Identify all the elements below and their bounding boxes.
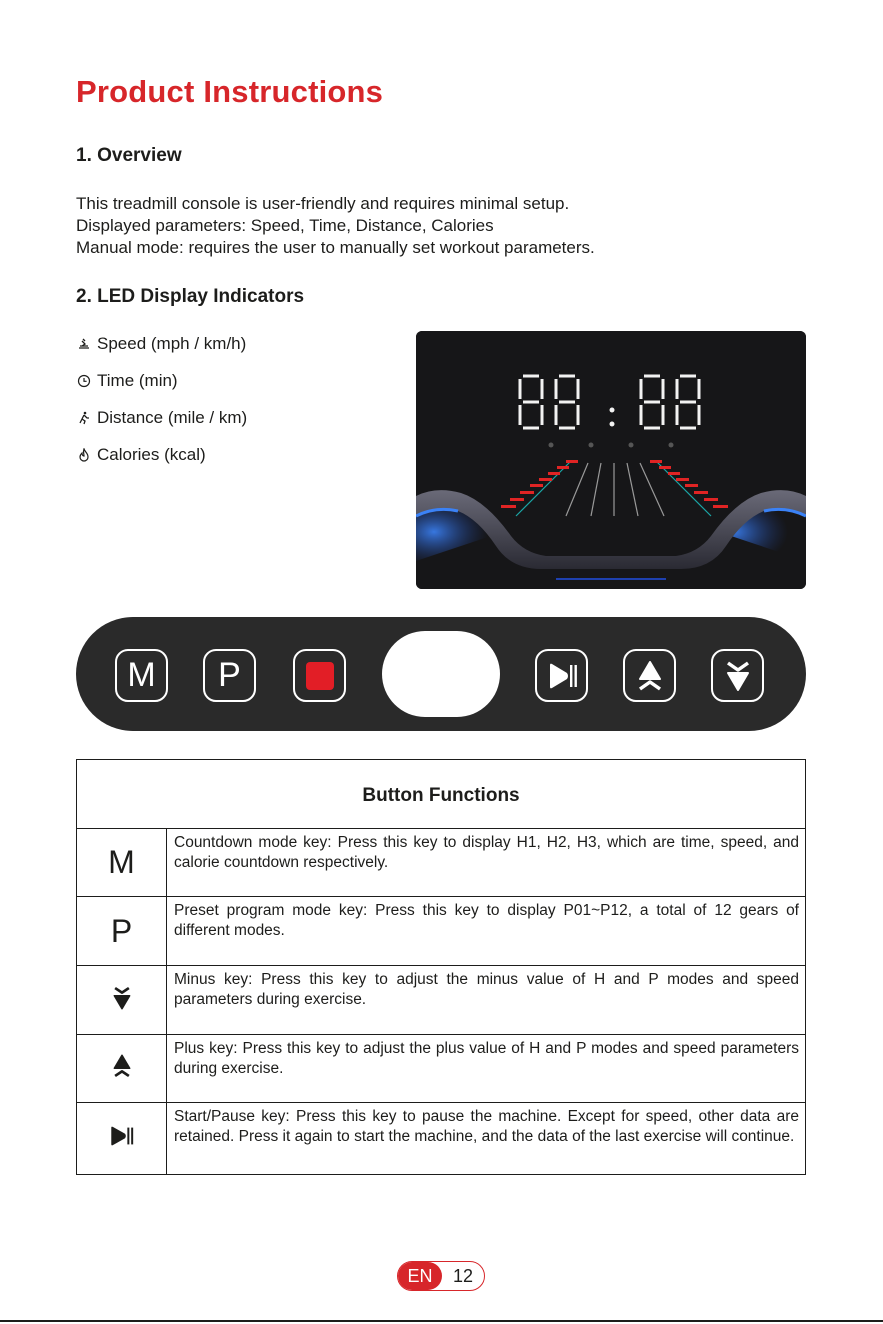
plus-icon	[633, 659, 667, 693]
indicator-label: Distance (mile / km)	[97, 408, 248, 427]
section-heading-led: 2. LED Display Indicators	[76, 286, 305, 307]
overview-line: Manual mode: requires the user to manually set workout parameters.	[76, 238, 595, 257]
section-heading-overview: 1. Overview	[76, 145, 182, 166]
console-button-bar	[76, 617, 806, 731]
clock-icon	[76, 373, 92, 389]
minus-icon	[109, 985, 135, 1011]
indicator-time	[76, 370, 247, 392]
play-pause-key-cell	[77, 1103, 167, 1175]
row-description: Plus key: Press this key to adjust the plus value of H and P modes and speed parameters during exercise.	[167, 1035, 806, 1103]
mode-key: M	[77, 829, 167, 897]
mode-button[interactable]	[115, 649, 168, 702]
table-row	[77, 1103, 806, 1175]
runner-icon	[76, 410, 92, 426]
row-description: Minus key: Press this key to adjust the minus value of H and P modes and speed parameters during exercise.	[167, 966, 806, 1035]
program-button-label: P	[218, 656, 241, 694]
play-pause-button[interactable]	[535, 649, 588, 702]
indicator-speed	[76, 333, 247, 355]
bottom-divider	[0, 1320, 883, 1322]
indicator-calories	[76, 444, 247, 466]
play-pause-icon	[109, 1123, 135, 1149]
flame-icon	[76, 447, 92, 463]
minus-key-cell	[77, 966, 167, 1035]
mode-button-label: M	[127, 656, 156, 694]
plus-icon	[109, 1053, 135, 1079]
safety-key-slot	[382, 631, 500, 717]
led-display-image	[416, 331, 806, 589]
overview-line: This treadmill console is user-friendly and requires minimal setup.	[76, 194, 570, 213]
row-description: Start/Pause key: Press this key to pause the machine. Except for speed, other data are retained. Press it again to start the machine, and the data of the last exercise will continue.	[167, 1103, 806, 1175]
page-number: 12	[452, 1265, 474, 1286]
play-pause-icon	[545, 659, 579, 693]
table-row	[77, 897, 806, 966]
stop-button[interactable]	[293, 649, 346, 702]
row-description: Countdown mode key: Press this key to display H1, H2, H3, which are time, speed, and calorie countdown respectively.	[167, 829, 806, 897]
plus-key-cell	[77, 1035, 167, 1103]
minus-icon	[721, 659, 755, 693]
indicator-list	[76, 333, 247, 481]
row-description: Preset program mode key: Press this key to display P01~P12, a total of 12 gears of different modes.	[167, 897, 806, 966]
overview-line: Displayed parameters: Speed, Time, Distance, Calories	[76, 216, 494, 235]
indicator-label: Calories (kcal)	[97, 445, 206, 464]
language-label: EN	[398, 1262, 442, 1290]
button-functions-table	[76, 759, 806, 1175]
page-footer-badge	[397, 1261, 485, 1291]
page-title: Product Instructions	[76, 74, 384, 109]
indicator-label: Speed (mph / km/h)	[97, 334, 247, 353]
program-button[interactable]	[203, 649, 256, 702]
overview-text	[76, 193, 595, 259]
indicator-distance	[76, 407, 247, 429]
table-heading: Button Functions	[77, 760, 806, 829]
table-row	[77, 1035, 806, 1103]
indicator-label: Time (min)	[97, 371, 178, 390]
table-row	[77, 966, 806, 1035]
plus-button[interactable]	[623, 649, 676, 702]
speed-icon	[76, 336, 92, 352]
stop-icon	[306, 662, 334, 690]
minus-button[interactable]	[711, 649, 764, 702]
table-row	[77, 829, 806, 897]
program-key: P	[77, 897, 167, 966]
